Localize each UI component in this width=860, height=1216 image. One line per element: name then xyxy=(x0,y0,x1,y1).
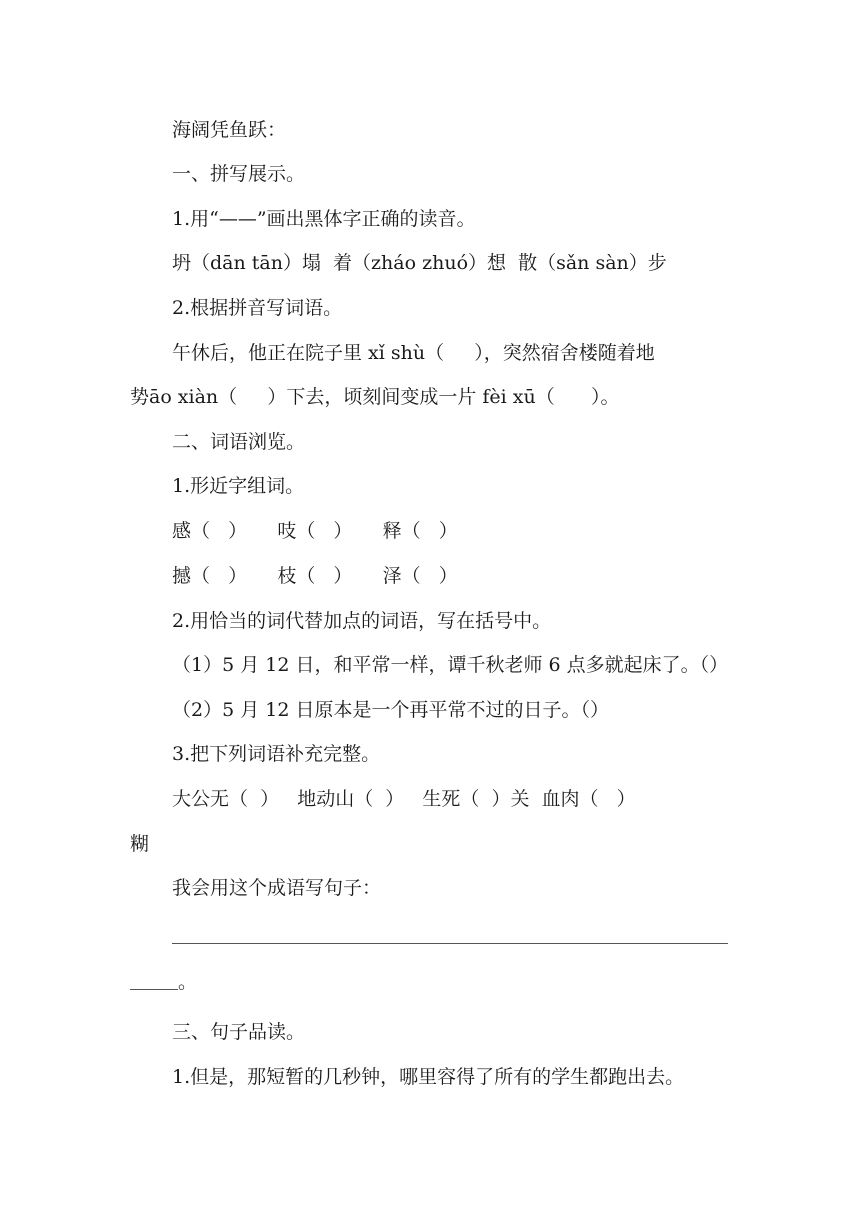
question-2-1: 1.形近字组词。 xyxy=(172,475,305,497)
section-3-heading: 三、句子品读。 xyxy=(172,1021,306,1043)
pinyin-paragraph-line-2: 势āo xiàn（ ）下去，顷刻间变成一片 fèi xū（ ）。 xyxy=(130,386,620,408)
sentence-prompt: 我会用这个成语写句子： xyxy=(172,877,382,899)
section-1-heading: 一、拼写展示。 xyxy=(172,163,306,185)
idiom-row: 大公无（ ） 地动山（ ） 生死（ ）关 血肉（ ） xyxy=(172,788,636,810)
section-2-heading: 二、词语浏览。 xyxy=(172,431,306,453)
pronunciation-row: 坍（dān tān）塌 着（zháo zhuó）想 散（sǎn sàn）步 xyxy=(172,252,667,274)
question-2-3: 3.把下列词语补充完整。 xyxy=(172,743,381,765)
question-1-2: 2.根据拼音写词语。 xyxy=(172,297,343,319)
answer-line xyxy=(172,943,728,944)
question-2-2: 2.用恰当的词代替加点的词语，写在括号中。 xyxy=(172,610,552,632)
question-3-1: 1.但是，那短暂的几秒钟，哪里容得了所有的学生都跑出去。 xyxy=(172,1066,685,1088)
document-title: 海阔凭鱼跃： xyxy=(172,119,287,141)
answer-line-continuation xyxy=(130,989,178,990)
similar-chars-row-2: 撼（ ） 枝（ ） 泽（ ） xyxy=(172,565,458,587)
question-2-2-item-2: （2）5 月 12 日原本是一个再平常不过的日子。（） xyxy=(172,699,609,721)
answer-line-end: 。 xyxy=(178,971,198,993)
pinyin-paragraph-line-1: 午休后，他正在院子里 xǐ shù（ ），突然宿舍楼随着地 xyxy=(172,342,655,364)
similar-chars-row-1: 感（ ） 吱（ ） 释（ ） xyxy=(172,520,458,542)
idiom-row-tail: 糊 xyxy=(130,833,150,855)
question-1-1: 1.用“——”画出黑体字正确的读音。 xyxy=(172,208,476,230)
question-2-2-item-1: （1）5 月 12 日，和平常一样，谭千秋老师 6 点多就起床了。（） xyxy=(172,654,729,676)
